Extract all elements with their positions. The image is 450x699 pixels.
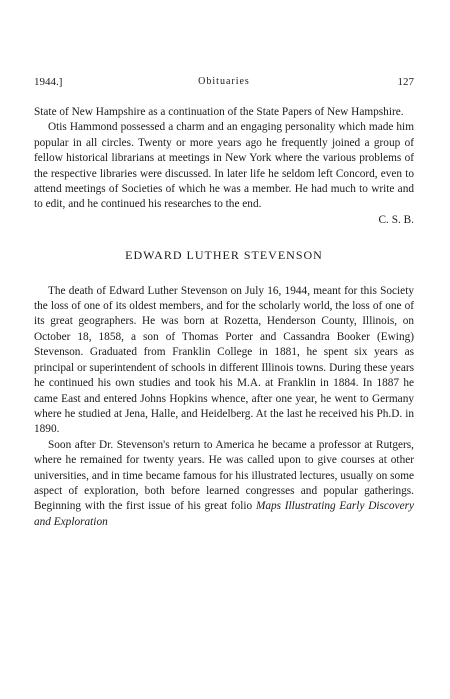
paragraph-hammond: Otis Hammond possessed a charm and an engaging personality which made him popular in all circles. Twenty or more years ago he frequently joined a group of fellow historical librarians at meetings in New York where the various problems of the respective libraries were discussed. In later life he seldom left Concord, even to attend meetings of Societies of which he was a member. He had much to write and to edit, and he continued his researches to the end.	[34, 121, 414, 211]
running-head	[34, 74, 414, 90]
author-signature: C. S. B.	[378, 213, 414, 226]
body-text	[34, 105, 414, 530]
paragraph-stevenson-career	[34, 438, 414, 530]
paragraph-continuation: State of New Hampshire as a continuation of the State Papers of New Hampshire.	[34, 106, 404, 118]
paragraph-stevenson-death: The death of Edward Luther Stevenson on July 16, 1944, meant for this Society the loss of one of its oldest members, and for the scholarly world, the loss of one of its great geographers. He was born at Rozetta, Henderson County, Illinois, on October 18, 1858, a son of Thomas Porter and Cassandra Booker (Ewing) Stevenson. Graduated from Franklin College in 1881, he spent six years as principal or superintendent of schools in different Illinois towns. During these years he continued his own studies and took his M.A. at Franklin in 1884. In 1887 he came East and entered Johns Hopkins whence, after one year, he went to Germany where he studied at Jena, Halle, and Heidelberg. At the last he received his Ph.D. in 1890.	[34, 284, 414, 436]
running-head-year: 1944.]	[34, 76, 63, 88]
book-title: Maps Illustrating Early Discovery and Exploration	[34, 500, 414, 528]
obituary-heading: EDWARD LUTHER STEVENSON	[125, 248, 323, 263]
page-number: 127	[397, 76, 414, 88]
career-text: Soon after Dr. Stevenson's return to America he became a professor at Rutgers, where he remained for twenty years. He was called upon to give courses at other universities, and in time became famous for his illustrated lectures, usually on some aspect of exploration, both before learned congresses and popular gatherings. Beginning with the first issue of his great folio	[34, 438, 414, 513]
running-head-title: Obituaries	[198, 76, 250, 87]
